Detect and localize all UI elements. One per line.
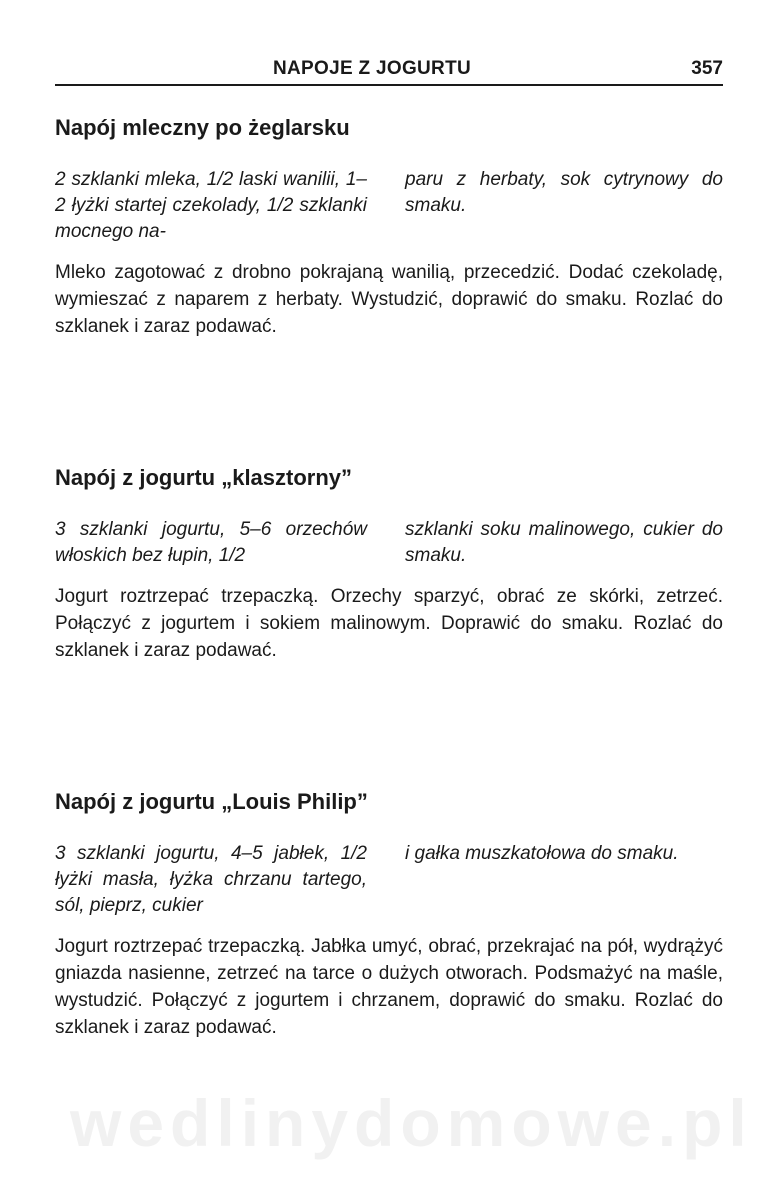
- ingredients-list: [55, 167, 723, 245]
- recipe-title: Napój z jogurtu „klasztorny”: [55, 465, 353, 490]
- ingredients-left-column: 3 szklanki jogurtu, 5–6 orzechów włoskich bez łupin, 1/2: [55, 519, 367, 566]
- running-title: NAPOJE Z JOGURTU: [273, 58, 471, 79]
- ingredients-list: [55, 841, 723, 919]
- recipe-louis-philip: [55, 786, 723, 1041]
- page-number: 357: [691, 58, 723, 79]
- ingredients-list: [55, 517, 723, 569]
- instructions: [55, 583, 723, 664]
- watermark-text: wedlinydomowe.pl: [70, 1086, 753, 1160]
- instructions: [55, 933, 723, 1041]
- ingredients-left-column: 2 szklanki mleka, 1/2 laski wanilii, 1–2 łyżki startej czekolady, 1/2 szklanki mocnego na-: [55, 169, 367, 242]
- recipe-title: Napój mleczny po żeglarsku: [55, 115, 350, 140]
- book-page: [55, 0, 723, 1200]
- instructions-text: Mleko zagotować z drobno pokrajaną wanilią, przecedzić. Dodać czekoladę, wymieszać z naparem z herbaty. Wystudzić, doprawić do smaku. Rozlać do szklanek i zaraz podawać.: [55, 262, 723, 337]
- recipe-title: Napój z jogurtu „Louis Philip”: [55, 789, 368, 814]
- ingredients-left-column: 3 szklanki jogurtu, 4–5 jabłek, 1/2 łyżki masła, łyżka chrzanu tartego, sól, pieprz, cukier: [55, 843, 367, 916]
- recipe-klasztorny: [55, 462, 723, 664]
- instructions: [55, 259, 723, 340]
- instructions-text: Jogurt roztrzepać trzepaczką. Jabłka umyć, obrać, przekrajać na pół, wydrążyć gniazda nasienne, zetrzeć na tarce o dużych otworach. Podsmażyć na maśle, wystudzić. Połączyć z jogurtem i chrzanem, doprawić do smaku. Rozlać do szklanek i zaraz podawać.: [55, 936, 723, 1038]
- instructions-text: Jogurt roztrzepać trzepaczką. Orzechy sparzyć, obrać ze skórki, zetrzeć. Połączyć z jogurtem i sokiem malinowym. Doprawić do smaku. Rozlać do szklanek i zaraz podawać.: [55, 586, 723, 661]
- ingredients-right-column: szklanki soku malinowego, cukier do smaku.: [405, 519, 723, 566]
- ingredients-right-column: paru z herbaty, sok cytrynowy do smaku.: [405, 169, 723, 216]
- recipe-mleczny-po-zeglarsku: [55, 112, 723, 340]
- ingredients-right-column: i gałka muszkatołowa do smaku.: [405, 843, 679, 864]
- running-header: [55, 58, 723, 86]
